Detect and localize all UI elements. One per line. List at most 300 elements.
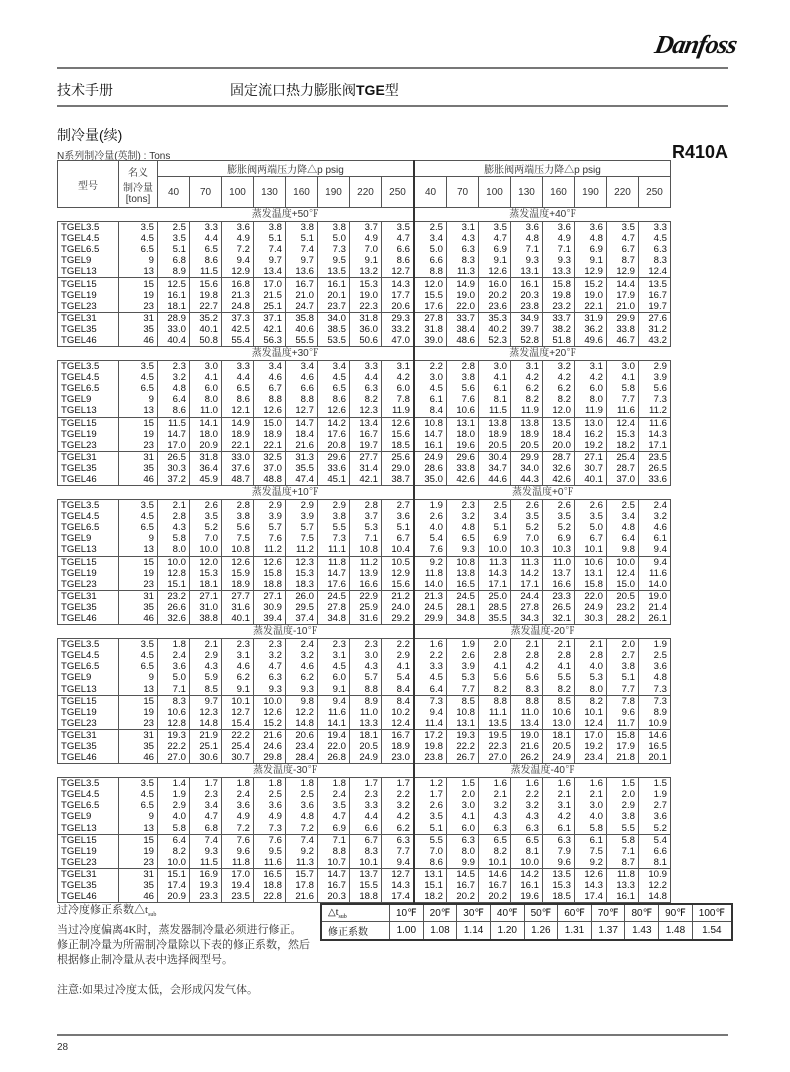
capacity-cell-left: 29.0 <box>382 463 415 474</box>
capacity-cell-right: 2.7 <box>639 800 671 811</box>
capacity-cell-right: 6.9 <box>575 244 607 255</box>
capacity-cell-left: 10.5 <box>382 556 415 568</box>
capacity-cell-right: 1.5 <box>639 778 671 790</box>
capacity-cell-right: 33.6 <box>639 474 671 486</box>
capacity-cell-right: 3.5 <box>543 511 575 522</box>
capacity-cell-right: 1.6 <box>511 778 543 790</box>
capacity-cell-left: 9.2 <box>286 846 318 857</box>
capacity-cell-right: 3.0 <box>447 800 479 811</box>
subcool-temp-cell: 40℉ <box>490 904 524 922</box>
capacity-cell-left: 15.9 <box>222 568 254 579</box>
capacity-cell-left: 55.4 <box>222 335 254 347</box>
capacity-cell-left: 5.5 <box>318 522 350 533</box>
capacity-cell-right: 16.5 <box>639 741 671 752</box>
capacity-cell-right: 2.1 <box>575 789 607 800</box>
capacity-cell-right: 3.6 <box>639 811 671 822</box>
capacity-cell-right: 4.2 <box>511 372 543 383</box>
capacity-cell-left: 15.0 <box>254 417 286 429</box>
header-row-1 <box>58 161 671 177</box>
model-cell: TGEL4.5 <box>58 372 119 383</box>
capacity-cell-left: 33.2 <box>382 324 415 335</box>
capacity-cell-right: 29.6 <box>447 451 479 463</box>
capacity-cell-left: 23.5 <box>222 891 254 903</box>
capacity-cell-left: 2.1 <box>158 500 190 512</box>
evap-temp-row <box>58 625 671 639</box>
capacity-cell-left: 23.3 <box>190 891 222 903</box>
capacity-cell-right: 17.2 <box>414 729 447 741</box>
capacity-cell-left: 12.6 <box>318 405 350 417</box>
capacity-cell-right: 17.4 <box>575 891 607 903</box>
capacity-cell-left: 10.1 <box>350 857 382 869</box>
model-cell: TGEL19 <box>58 429 119 440</box>
capacity-cell-right: 11.6 <box>639 568 671 579</box>
capacity-cell-right: 7.3 <box>639 394 671 405</box>
nominal-header-line: 名义 <box>128 167 148 179</box>
model-cell: TGEL9 <box>58 394 119 405</box>
pressure-col-header: 220 <box>607 177 639 208</box>
capacity-cell-right: 4.2 <box>543 372 575 383</box>
capacity-cell-right: 17.1 <box>511 579 543 591</box>
capacity-cell-right: 5.3 <box>447 672 479 683</box>
evap-temp-left: 蒸发温度-30℉ <box>253 765 318 777</box>
capacity-cell-left: 9.3 <box>254 683 286 695</box>
capacity-cell-left: 14.8 <box>190 718 222 730</box>
capacity-cell-left: 11.8 <box>318 556 350 568</box>
nominal-cell: 23 <box>119 857 158 869</box>
capacity-cell-left: 11.5 <box>190 266 222 278</box>
table-row <box>58 324 671 335</box>
capacity-cell-left: 17.0 <box>222 868 254 880</box>
capacity-cell-right: 3.6 <box>639 661 671 672</box>
capacity-cell-right: 1.5 <box>607 778 639 790</box>
capacity-cell-right: 6.1 <box>414 394 447 405</box>
capacity-cell-left: 15.6 <box>382 579 415 591</box>
blank-cell <box>58 347 158 361</box>
correction-temp-row <box>321 904 732 922</box>
capacity-cell-left: 40.6 <box>286 324 318 335</box>
nominal-cell: 3.5 <box>119 639 158 651</box>
capacity-cell-left: 5.0 <box>318 233 350 244</box>
capacity-cell-left: 8.2 <box>158 846 190 857</box>
capacity-cell-left: 3.6 <box>222 222 254 234</box>
capacity-cell-left: 6.8 <box>190 823 222 835</box>
capacity-cell-right: 3.9 <box>447 661 479 672</box>
capacity-cell-right: 24.4 <box>511 590 543 602</box>
capacity-cell-right: 32.6 <box>543 463 575 474</box>
capacity-cell-left: 6.0 <box>382 383 415 394</box>
capacity-cell-left: 17.6 <box>318 579 350 591</box>
capacity-cell-left: 12.9 <box>382 568 415 579</box>
capacity-cell-left: 33.6 <box>318 463 350 474</box>
capacity-cell-left: 10.0 <box>190 544 222 556</box>
capacity-cell-left: 29.2 <box>382 613 415 625</box>
capacity-cell-right: 8.2 <box>543 683 575 695</box>
capacity-cell-right: 21.6 <box>511 741 543 752</box>
capacity-cell-left: 15.6 <box>382 429 415 440</box>
capacity-cell-left: 7.7 <box>382 846 415 857</box>
capacity-cell-left: 4.3 <box>350 661 382 672</box>
capacity-cell-left: 27.1 <box>190 590 222 602</box>
capacity-cell-right: 20.3 <box>511 290 543 301</box>
capacity-cell-left: 8.8 <box>286 394 318 405</box>
nominal-cell: 13 <box>119 683 158 695</box>
capacity-cell-right: 11.6 <box>607 405 639 417</box>
model-cell: TGEL35 <box>58 741 119 752</box>
table-row <box>58 451 671 463</box>
header-rule-bottom <box>57 105 728 107</box>
capacity-cell-right: 30.3 <box>575 613 607 625</box>
capacity-cell-left: 12.3 <box>190 707 222 718</box>
capacity-cell-right: 32.1 <box>543 613 575 625</box>
capacity-cell-left: 17.4 <box>382 891 415 903</box>
capacity-cell-right: 27.0 <box>479 752 511 764</box>
capacity-cell-right: 17.1 <box>479 579 511 591</box>
capacity-cell-left: 12.2 <box>286 707 318 718</box>
table-row <box>58 568 671 579</box>
capacity-cell-left: 6.2 <box>222 672 254 683</box>
correction-factor-cell: 1.00 <box>390 922 424 941</box>
capacity-cell-right: 24.5 <box>414 602 447 613</box>
model-cell: TGEL31 <box>58 590 119 602</box>
capacity-cell-left: 24.9 <box>350 752 382 764</box>
capacity-cell-right: 6.4 <box>414 683 447 695</box>
capacity-cell-right: 11.9 <box>511 405 543 417</box>
evap-temp-row <box>58 486 671 500</box>
nominal-cell: 13 <box>119 544 158 556</box>
capacity-cell-right: 5.5 <box>543 672 575 683</box>
capacity-cell-right: 4.8 <box>639 672 671 683</box>
capacity-cell-left: 3.1 <box>382 361 415 373</box>
capacity-cell-left: 4.3 <box>190 661 222 672</box>
model-cell: TGEL46 <box>58 335 119 347</box>
capacity-cell-right: 5.6 <box>511 672 543 683</box>
capacity-cell-right: 20.0 <box>543 440 575 452</box>
capacity-cell-left: 21.6 <box>286 891 318 903</box>
capacity-cell-left: 4.3 <box>158 522 190 533</box>
capacity-cell-right: 8.8 <box>479 695 511 707</box>
nominal-cell: 19 <box>119 290 158 301</box>
capacity-cell-left: 2.3 <box>222 639 254 651</box>
capacity-cell-left: 11.1 <box>318 544 350 556</box>
capacity-cell-right: 29.9 <box>511 451 543 463</box>
capacity-cell-left: 7.5 <box>286 533 318 544</box>
capacity-cell-left: 6.4 <box>158 834 190 846</box>
capacity-cell-left: 2.5 <box>158 222 190 234</box>
capacity-cell-right: 3.4 <box>414 233 447 244</box>
capacity-cell-right: 13.5 <box>479 718 511 730</box>
capacity-cell-left: 5.7 <box>254 522 286 533</box>
capacity-cell-left: 15.3 <box>190 568 222 579</box>
capacity-cell-left: 5.7 <box>286 522 318 533</box>
capacity-cell-left: 55.5 <box>286 335 318 347</box>
capacity-cell-right: 11.3 <box>511 556 543 568</box>
nominal-cell: 15 <box>119 556 158 568</box>
capacity-cell-right: 2.1 <box>543 789 575 800</box>
capacity-cell-left: 9.1 <box>350 255 382 266</box>
capacity-cell-left: 3.8 <box>318 222 350 234</box>
capacity-cell-right: 11.9 <box>575 405 607 417</box>
capacity-cell-right: 28.2 <box>607 613 639 625</box>
capacity-cell-right: 49.6 <box>575 335 607 347</box>
table-row <box>58 383 671 394</box>
capacity-cell-left: 7.2 <box>222 244 254 255</box>
page-number: 28 <box>57 1042 69 1053</box>
capacity-cell-left: 27.8 <box>318 602 350 613</box>
capacity-cell-right: 18.9 <box>479 429 511 440</box>
nominal-cell: 4.5 <box>119 233 158 244</box>
capacity-cell-right: 5.8 <box>607 383 639 394</box>
correction-factor-cell: 1.08 <box>423 922 457 941</box>
capacity-cell-right: 8.9 <box>639 707 671 718</box>
pressure-col-header: 190 <box>575 177 607 208</box>
capacity-cell-right: 27.1 <box>575 451 607 463</box>
capacity-cell-right: 7.1 <box>511 244 543 255</box>
nominal-cell: 31 <box>119 451 158 463</box>
capacity-cell-left: 10.8 <box>350 544 382 556</box>
capacity-cell-right: 4.5 <box>639 233 671 244</box>
nominal-cell: 23 <box>119 718 158 730</box>
capacity-cell-left: 34.8 <box>318 613 350 625</box>
capacity-cell-left: 2.3 <box>254 639 286 651</box>
model-cell: TGEL46 <box>58 891 119 903</box>
capacity-cell-left: 16.1 <box>158 290 190 301</box>
capacity-cell-right: 2.8 <box>575 650 607 661</box>
nominal-cell: 4.5 <box>119 511 158 522</box>
capacity-cell-left: 3.6 <box>158 661 190 672</box>
nominal-cell: 9 <box>119 533 158 544</box>
capacity-cell-left: 9.1 <box>318 683 350 695</box>
capacity-cell-right: 2.8 <box>447 361 479 373</box>
capacity-cell-left: 7.4 <box>190 834 222 846</box>
evap-temp-right: 蒸发温度+40℉ <box>414 208 671 222</box>
capacity-cell-left: 35.2 <box>190 312 222 324</box>
capacity-cell-left: 35.5 <box>286 463 318 474</box>
capacity-cell-right: 16.0 <box>479 278 511 290</box>
capacity-cell-left: 2.9 <box>286 500 318 512</box>
capacity-cell-right: 1.9 <box>639 789 671 800</box>
capacity-cell-right: 1.6 <box>479 778 511 790</box>
capacity-cell-left: 30.3 <box>158 463 190 474</box>
capacity-cell-left: 21.5 <box>254 290 286 301</box>
capacity-cell-right: 17.9 <box>607 741 639 752</box>
capacity-cell-left: 10.1 <box>222 695 254 707</box>
capacity-cell-left: 24.7 <box>286 301 318 313</box>
capacity-cell-left: 11.0 <box>190 405 222 417</box>
capacity-cell-right: 16.7 <box>447 880 479 891</box>
capacity-cell-left: 22.2 <box>222 729 254 741</box>
capacity-cell-right: 7.1 <box>607 846 639 857</box>
nominal-cell: 15 <box>119 695 158 707</box>
correction-row-label <box>321 904 390 922</box>
model-cell: TGEL35 <box>58 463 119 474</box>
capacity-cell-right: 17.0 <box>575 729 607 741</box>
nominal-cell: 31 <box>119 590 158 602</box>
capacity-cell-right: 4.0 <box>414 522 447 533</box>
model-cell: TGEL9 <box>58 811 119 822</box>
capacity-cell-left: 12.7 <box>382 266 415 278</box>
capacity-cell-right: 2.5 <box>607 500 639 512</box>
capacity-cell-right: 2.0 <box>607 789 639 800</box>
model-cell: TGEL4.5 <box>58 233 119 244</box>
capacity-cell-left: 9.4 <box>382 857 415 869</box>
capacity-cell-right: 4.6 <box>639 522 671 533</box>
nominal-cell: 23 <box>119 301 158 313</box>
table-row <box>58 639 671 651</box>
capacity-cell-left: 25.4 <box>222 741 254 752</box>
capacity-cell-left: 47.4 <box>286 474 318 486</box>
model-cell: TGEL23 <box>58 440 119 452</box>
capacity-cell-left: 16.6 <box>350 579 382 591</box>
capacity-cell-right: 26.1 <box>639 613 671 625</box>
capacity-cell-right: 14.4 <box>607 278 639 290</box>
capacity-cell-left: 13.7 <box>350 868 382 880</box>
capacity-cell-right: 4.0 <box>575 661 607 672</box>
capacity-cell-left: 3.6 <box>254 800 286 811</box>
capacity-cell-left: 6.8 <box>158 255 190 266</box>
capacity-cell-right: 18.2 <box>607 440 639 452</box>
capacity-cell-right: 4.9 <box>543 233 575 244</box>
table-row <box>58 823 671 835</box>
capacity-cell-right: 12.9 <box>607 266 639 278</box>
capacity-cell-right: 20.5 <box>607 590 639 602</box>
table-row <box>58 222 671 234</box>
capacity-cell-left: 7.4 <box>254 244 286 255</box>
capacity-cell-left: 12.4 <box>382 718 415 730</box>
capacity-cell-left: 18.9 <box>254 429 286 440</box>
capacity-cell-left: 9.5 <box>254 846 286 857</box>
table-row <box>58 891 671 903</box>
capacity-cell-right: 3.1 <box>575 361 607 373</box>
capacity-cell-left: 4.1 <box>382 661 415 672</box>
capacity-cell-right: 3.2 <box>479 800 511 811</box>
capacity-cell-right: 5.8 <box>575 823 607 835</box>
capacity-cell-left: 28.4 <box>286 752 318 764</box>
capacity-cell-left: 8.6 <box>318 394 350 405</box>
capacity-cell-left: 38.5 <box>318 324 350 335</box>
capacity-cell-right: 6.9 <box>479 533 511 544</box>
capacity-cell-right: 10.8 <box>414 417 447 429</box>
capacity-cell-right: 2.6 <box>414 511 447 522</box>
capacity-cell-right: 39.0 <box>414 335 447 347</box>
doc-title-suffix: 型 <box>384 82 399 98</box>
correction-factor-cell: 1.43 <box>625 922 659 941</box>
model-cell: TGEL13 <box>58 266 119 278</box>
evap-temp-row <box>58 208 671 222</box>
capacity-cell-right: 12.6 <box>479 266 511 278</box>
notes-title <box>57 903 317 923</box>
capacity-cell-left: 11.9 <box>382 405 415 417</box>
capacity-cell-left: 6.0 <box>318 672 350 683</box>
capacity-cell-right: 1.6 <box>414 639 447 651</box>
capacity-cell-right: 11.3 <box>447 266 479 278</box>
capacity-cell-right: 6.9 <box>543 533 575 544</box>
capacity-cell-right: 3.5 <box>607 222 639 234</box>
capacity-cell-left: 17.0 <box>254 278 286 290</box>
capacity-cell-right: 14.7 <box>414 429 447 440</box>
capacity-cell-right: 6.7 <box>607 244 639 255</box>
capacity-cell-right: 4.8 <box>575 233 607 244</box>
capacity-cell-right: 22.1 <box>575 301 607 313</box>
capacity-cell-left: 37.2 <box>158 474 190 486</box>
capacity-cell-right: 34.7 <box>479 463 511 474</box>
capacity-cell-left: 9.8 <box>286 695 318 707</box>
capacity-cell-left: 1.7 <box>382 778 415 790</box>
table-row <box>58 602 671 613</box>
capacity-cell-left: 5.8 <box>158 823 190 835</box>
table-row <box>58 522 671 533</box>
capacity-cell-left: 11.6 <box>254 857 286 869</box>
capacity-cell-right: 2.8 <box>479 650 511 661</box>
table-row <box>58 463 671 474</box>
capacity-cell-left: 7.2 <box>222 823 254 835</box>
capacity-cell-left: 11.5 <box>158 417 190 429</box>
capacity-cell-left: 1.8 <box>254 778 286 790</box>
capacity-cell-right: 6.1 <box>639 533 671 544</box>
capacity-cell-left: 40.1 <box>190 324 222 335</box>
capacity-cell-right: 8.3 <box>639 255 671 266</box>
evap-temp-right: 蒸发温度-40℉ <box>414 764 671 778</box>
evap-temp-left: 蒸发温度+50℉ <box>251 209 319 220</box>
table-row <box>58 533 671 544</box>
subcool-temp-cell: 60℉ <box>558 904 592 922</box>
col-header-model: 型号 <box>58 161 119 208</box>
capacity-cell-left: 10.0 <box>158 857 190 869</box>
capacity-cell-left: 18.4 <box>286 429 318 440</box>
nominal-cell: 13 <box>119 405 158 417</box>
capacity-cell-left: 12.6 <box>254 405 286 417</box>
capacity-cell-right: 20.1 <box>639 752 671 764</box>
capacity-cell-right: 19.8 <box>543 290 575 301</box>
model-cell: TGEL13 <box>58 823 119 835</box>
capacity-cell-left: 25.9 <box>350 602 382 613</box>
capacity-cell-right: 7.7 <box>607 394 639 405</box>
capacity-cell-left: 4.7 <box>382 233 415 244</box>
capacity-cell-left: 27.7 <box>350 451 382 463</box>
capacity-cell-left: 6.6 <box>350 823 382 835</box>
capacity-cell-left: 2.6 <box>190 500 222 512</box>
evap-temp-row <box>58 764 671 778</box>
nominal-cell: 35 <box>119 741 158 752</box>
capacity-cell-right: 43.2 <box>639 335 671 347</box>
capacity-cell-right: 28.7 <box>607 463 639 474</box>
pressure-col-header: 220 <box>350 177 382 208</box>
nominal-header-line: [tons] <box>125 193 151 205</box>
capacity-cell-right: 13.8 <box>511 417 543 429</box>
capacity-cell-right: 16.5 <box>447 579 479 591</box>
capacity-cell-right: 10.6 <box>447 405 479 417</box>
capacity-cell-left: 2.9 <box>382 650 415 661</box>
capacity-cell-left: 11.2 <box>286 544 318 556</box>
capacity-cell-left: 3.6 <box>382 511 415 522</box>
capacity-cell-left: 18.9 <box>382 741 415 752</box>
capacity-cell-right: 8.0 <box>575 394 607 405</box>
capacity-cell-right: 21.8 <box>607 752 639 764</box>
capacity-cell-right: 5.0 <box>575 522 607 533</box>
capacity-cell-right: 7.7 <box>447 683 479 695</box>
capacity-cell-right: 25.4 <box>607 451 639 463</box>
pressure-col-header: 40 <box>158 177 190 208</box>
table-row <box>58 255 671 266</box>
capacity-cell-left: 12.8 <box>158 718 190 730</box>
capacity-cell-left: 20.6 <box>382 301 415 313</box>
capacity-cell-right: 7.8 <box>607 695 639 707</box>
capacity-cell-right: 15.3 <box>607 429 639 440</box>
capacity-cell-left: 10.0 <box>254 695 286 707</box>
capacity-cell-left: 21.6 <box>254 729 286 741</box>
capacity-cell-right: 26.5 <box>543 602 575 613</box>
capacity-cell-left: 27.0 <box>158 752 190 764</box>
capacity-cell-left: 3.8 <box>222 511 254 522</box>
